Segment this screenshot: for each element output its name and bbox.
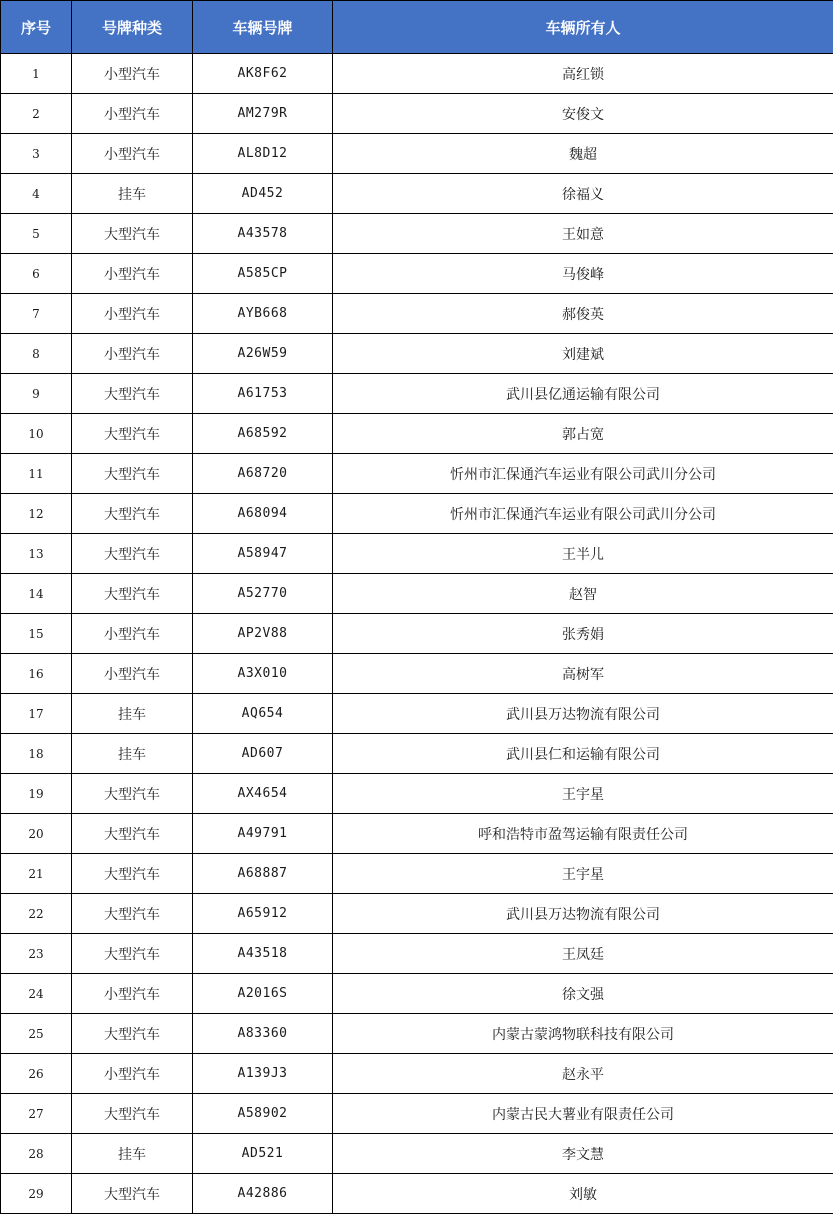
cell-plate-type: 小型汽车 bbox=[72, 54, 193, 94]
header-plate-number: 车辆号牌 bbox=[193, 1, 333, 54]
cell-plate-number: A68720 bbox=[193, 454, 333, 494]
cell-serial-number: 3 bbox=[1, 134, 72, 174]
table-row bbox=[1, 974, 833, 1014]
cell-plate-number: A65912 bbox=[193, 894, 333, 934]
table-row bbox=[1, 574, 833, 614]
cell-vehicle-owner: 高红锁 bbox=[333, 54, 833, 94]
cell-plate-number: A26W59 bbox=[193, 334, 333, 374]
cell-vehicle-owner: 忻州市汇保通汽车运业有限公司武川分公司 bbox=[333, 454, 833, 494]
cell-serial-number: 24 bbox=[1, 974, 72, 1014]
table-row bbox=[1, 454, 833, 494]
cell-serial-number: 27 bbox=[1, 1094, 72, 1134]
cell-plate-type: 小型汽车 bbox=[72, 334, 193, 374]
cell-serial-number: 14 bbox=[1, 574, 72, 614]
table-row bbox=[1, 294, 833, 334]
header-vehicle-owner: 车辆所有人 bbox=[333, 1, 833, 54]
table-body bbox=[1, 54, 833, 1214]
cell-plate-number: AP2V88 bbox=[193, 614, 333, 654]
cell-vehicle-owner: 呼和浩特市盈驾运输有限责任公司 bbox=[333, 814, 833, 854]
cell-serial-number: 6 bbox=[1, 254, 72, 294]
table-row bbox=[1, 534, 833, 574]
cell-vehicle-owner: 内蒙古民大薯业有限责任公司 bbox=[333, 1094, 833, 1134]
cell-plate-number: AD452 bbox=[193, 174, 333, 214]
cell-plate-type: 大型汽车 bbox=[72, 1094, 193, 1134]
cell-serial-number: 12 bbox=[1, 494, 72, 534]
table-row bbox=[1, 374, 833, 414]
cell-plate-type: 大型汽车 bbox=[72, 454, 193, 494]
cell-plate-type: 小型汽车 bbox=[72, 654, 193, 694]
cell-serial-number: 28 bbox=[1, 1134, 72, 1174]
cell-vehicle-owner: 郭占宽 bbox=[333, 414, 833, 454]
cell-plate-number: A68094 bbox=[193, 494, 333, 534]
cell-plate-type: 大型汽车 bbox=[72, 214, 193, 254]
table-row bbox=[1, 494, 833, 534]
header-serial-number: 序号 bbox=[1, 1, 72, 54]
cell-plate-type: 大型汽车 bbox=[72, 574, 193, 614]
cell-vehicle-owner: 郝俊英 bbox=[333, 294, 833, 334]
cell-serial-number: 26 bbox=[1, 1054, 72, 1094]
table-row bbox=[1, 894, 833, 934]
cell-serial-number: 29 bbox=[1, 1174, 72, 1214]
table-row bbox=[1, 134, 833, 174]
cell-vehicle-owner: 王如意 bbox=[333, 214, 833, 254]
table-row bbox=[1, 934, 833, 974]
table-row bbox=[1, 174, 833, 214]
cell-plate-type: 大型汽车 bbox=[72, 814, 193, 854]
cell-plate-number: AM279R bbox=[193, 94, 333, 134]
cell-serial-number: 9 bbox=[1, 374, 72, 414]
cell-serial-number: 2 bbox=[1, 94, 72, 134]
cell-vehicle-owner: 王半儿 bbox=[333, 534, 833, 574]
table-row bbox=[1, 334, 833, 374]
cell-plate-type: 小型汽车 bbox=[72, 94, 193, 134]
table-row bbox=[1, 1094, 833, 1134]
cell-plate-number: A61753 bbox=[193, 374, 333, 414]
table-header bbox=[1, 1, 833, 54]
cell-serial-number: 7 bbox=[1, 294, 72, 334]
cell-plate-type: 大型汽车 bbox=[72, 414, 193, 454]
cell-vehicle-owner: 刘建斌 bbox=[333, 334, 833, 374]
cell-serial-number: 15 bbox=[1, 614, 72, 654]
cell-vehicle-owner: 赵智 bbox=[333, 574, 833, 614]
cell-serial-number: 11 bbox=[1, 454, 72, 494]
cell-serial-number: 20 bbox=[1, 814, 72, 854]
cell-plate-number: A3X010 bbox=[193, 654, 333, 694]
cell-vehicle-owner: 王宇星 bbox=[333, 854, 833, 894]
cell-vehicle-owner: 王凤廷 bbox=[333, 934, 833, 974]
cell-serial-number: 18 bbox=[1, 734, 72, 774]
cell-serial-number: 10 bbox=[1, 414, 72, 454]
cell-plate-number: AK8F62 bbox=[193, 54, 333, 94]
cell-plate-type: 挂车 bbox=[72, 1134, 193, 1174]
cell-plate-type: 小型汽车 bbox=[72, 254, 193, 294]
cell-plate-number: A43578 bbox=[193, 214, 333, 254]
cell-serial-number: 8 bbox=[1, 334, 72, 374]
cell-vehicle-owner: 徐文强 bbox=[333, 974, 833, 1014]
cell-plate-number: A68887 bbox=[193, 854, 333, 894]
cell-plate-number: A58947 bbox=[193, 534, 333, 574]
cell-vehicle-owner: 武川县万达物流有限公司 bbox=[333, 894, 833, 934]
table-row bbox=[1, 1054, 833, 1094]
cell-plate-type: 大型汽车 bbox=[72, 934, 193, 974]
cell-plate-number: AX4654 bbox=[193, 774, 333, 814]
cell-plate-number: A42886 bbox=[193, 1174, 333, 1214]
cell-plate-number: AD607 bbox=[193, 734, 333, 774]
cell-vehicle-owner: 李文慧 bbox=[333, 1134, 833, 1174]
cell-serial-number: 19 bbox=[1, 774, 72, 814]
cell-plate-number: A585CP bbox=[193, 254, 333, 294]
cell-plate-type: 小型汽车 bbox=[72, 974, 193, 1014]
cell-plate-type: 小型汽车 bbox=[72, 614, 193, 654]
cell-plate-type: 大型汽车 bbox=[72, 534, 193, 574]
cell-serial-number: 5 bbox=[1, 214, 72, 254]
cell-vehicle-owner: 王宇星 bbox=[333, 774, 833, 814]
table-row bbox=[1, 614, 833, 654]
cell-plate-type: 挂车 bbox=[72, 734, 193, 774]
cell-serial-number: 22 bbox=[1, 894, 72, 934]
cell-plate-number: A68592 bbox=[193, 414, 333, 454]
cell-plate-type: 小型汽车 bbox=[72, 134, 193, 174]
cell-vehicle-owner: 刘敏 bbox=[333, 1174, 833, 1214]
cell-plate-type: 大型汽车 bbox=[72, 854, 193, 894]
cell-plate-number: A139J3 bbox=[193, 1054, 333, 1094]
cell-vehicle-owner: 安俊文 bbox=[333, 94, 833, 134]
table-row bbox=[1, 414, 833, 454]
table-row bbox=[1, 774, 833, 814]
table-row bbox=[1, 854, 833, 894]
table-row bbox=[1, 94, 833, 134]
cell-vehicle-owner: 高树军 bbox=[333, 654, 833, 694]
table-row bbox=[1, 1134, 833, 1174]
cell-plate-number: AQ654 bbox=[193, 694, 333, 734]
cell-vehicle-owner: 武川县仁和运输有限公司 bbox=[333, 734, 833, 774]
cell-plate-type: 大型汽车 bbox=[72, 494, 193, 534]
cell-serial-number: 16 bbox=[1, 654, 72, 694]
cell-vehicle-owner: 武川县亿通运输有限公司 bbox=[333, 374, 833, 414]
cell-plate-type: 大型汽车 bbox=[72, 1174, 193, 1214]
cell-plate-type: 挂车 bbox=[72, 694, 193, 734]
cell-plate-number: A58902 bbox=[193, 1094, 333, 1134]
table-row bbox=[1, 1014, 833, 1054]
cell-plate-type: 大型汽车 bbox=[72, 1014, 193, 1054]
cell-plate-type: 大型汽车 bbox=[72, 374, 193, 414]
cell-plate-number: A2016S bbox=[193, 974, 333, 1014]
cell-vehicle-owner: 赵永平 bbox=[333, 1054, 833, 1094]
table-row bbox=[1, 1174, 833, 1214]
cell-serial-number: 4 bbox=[1, 174, 72, 214]
cell-vehicle-owner: 魏超 bbox=[333, 134, 833, 174]
cell-plate-type: 小型汽车 bbox=[72, 294, 193, 334]
cell-vehicle-owner: 马俊峰 bbox=[333, 254, 833, 294]
table-row bbox=[1, 694, 833, 734]
table-row bbox=[1, 734, 833, 774]
cell-plate-number: AD521 bbox=[193, 1134, 333, 1174]
header-plate-type: 号牌种类 bbox=[72, 1, 193, 54]
cell-serial-number: 13 bbox=[1, 534, 72, 574]
cell-plate-number: A43518 bbox=[193, 934, 333, 974]
cell-serial-number: 25 bbox=[1, 1014, 72, 1054]
cell-vehicle-owner: 徐福义 bbox=[333, 174, 833, 214]
cell-plate-number: A83360 bbox=[193, 1014, 333, 1054]
cell-vehicle-owner: 内蒙古蒙鸿物联科技有限公司 bbox=[333, 1014, 833, 1054]
cell-plate-number: AYB668 bbox=[193, 294, 333, 334]
table-row bbox=[1, 814, 833, 854]
cell-plate-type: 小型汽车 bbox=[72, 1054, 193, 1094]
table-row bbox=[1, 654, 833, 694]
cell-plate-number: AL8D12 bbox=[193, 134, 333, 174]
cell-vehicle-owner: 张秀娟 bbox=[333, 614, 833, 654]
cell-vehicle-owner: 武川县万达物流有限公司 bbox=[333, 694, 833, 734]
table-row bbox=[1, 54, 833, 94]
table-row bbox=[1, 254, 833, 294]
cell-serial-number: 17 bbox=[1, 694, 72, 734]
cell-plate-type: 大型汽车 bbox=[72, 894, 193, 934]
cell-serial-number: 23 bbox=[1, 934, 72, 974]
table-row bbox=[1, 214, 833, 254]
cell-plate-number: A49791 bbox=[193, 814, 333, 854]
cell-plate-type: 挂车 bbox=[72, 174, 193, 214]
cell-plate-type: 大型汽车 bbox=[72, 774, 193, 814]
header-row bbox=[1, 1, 833, 54]
cell-plate-number: A52770 bbox=[193, 574, 333, 614]
cell-serial-number: 21 bbox=[1, 854, 72, 894]
cell-serial-number: 1 bbox=[1, 54, 72, 94]
cell-vehicle-owner: 忻州市汇保通汽车运业有限公司武川分公司 bbox=[333, 494, 833, 534]
